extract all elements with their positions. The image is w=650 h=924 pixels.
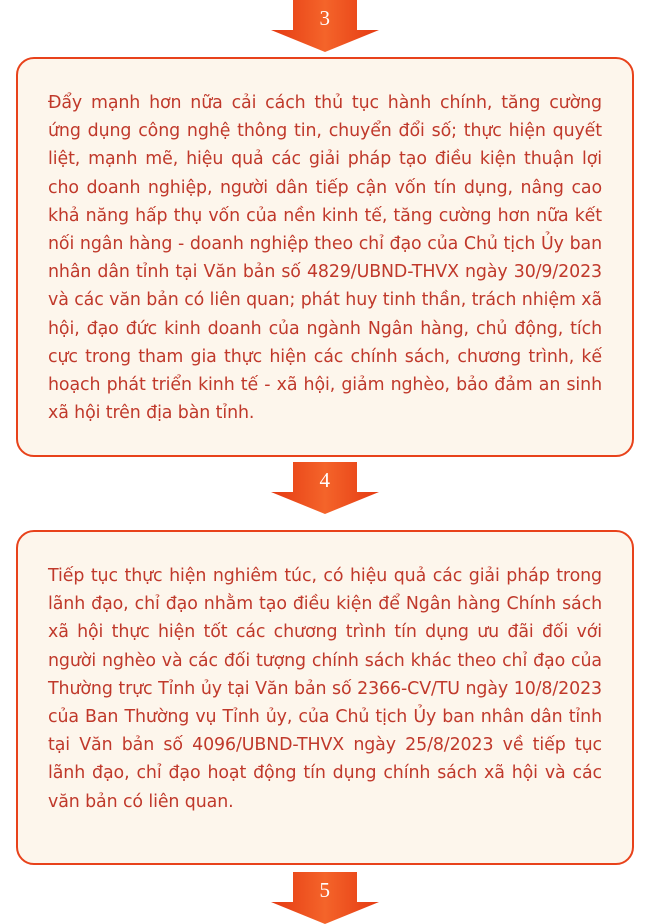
step-arrow-5 [271,872,379,924]
step-text: Đẩy mạnh hơn nữa cải cách thủ tục hành chính, tăng cường ứng dụng công nghệ thông tin, chuyển đổi số; thực hiện quyết liệt, mạnh mẽ, hiệu quả các giải pháp tạo điều kiện thuận lợi cho doanh nghiệp, người dân tiếp cận vốn tín dụng, nâng cao khả năng hấp thụ vốn của nền kinh tế, tăng cường hơn nữa kết nối ngân hàng - doanh nghiệp theo chỉ đạo của Chủ tịch Ủy ban nhân dân tỉnh tại Văn bản số 4829/UBND-THVX ngày 30/9/2023 và các văn bản có liên quan; phát huy tinh thần, trách nhiệm xã hội, đạo đức kinh doanh của ngành Ngân hàng, chủ động, tích cực trong tham gia thực hiện các chính sách, chương trình, kế hoạch phát triển kinh tế - xã hội, giảm nghèo, bảo đảm an sinh xã hội trên địa bàn tỉnh. [48,93,602,424]
step-box-3 [16,57,634,457]
step-box-4 [16,530,634,865]
step-number: 3 [319,6,331,30]
step-arrow-4 [271,462,379,514]
step-number: 5 [319,878,331,902]
step-arrow-3 [271,0,379,52]
step-number: 4 [319,468,331,492]
step-text: Tiếp tục thực hiện nghiêm túc, có hiệu quả các giải pháp trong lãnh đạo, chỉ đạo nhằm tạo điều kiện để Ngân hàng Chính sách xã hội thực hiện tốt các chương trình tín dụng ưu đãi đối với người nghèo và các đối tượng chính sách khác theo chỉ đạo của Thường trực Tỉnh ủy tại Văn bản số 2366-CV/TU ngày 10/8/2023 của Ban Thường vụ Tỉnh ủy, của Chủ tịch Ủy ban nhân dân tỉnh tại Văn bản số 4096/UBND-THVX ngày 25/8/2023 về tiếp tục lãnh đạo, chỉ đạo hoạt động tín dụng chính sách xã hội và các văn bản có liên quan. [48,566,602,812]
